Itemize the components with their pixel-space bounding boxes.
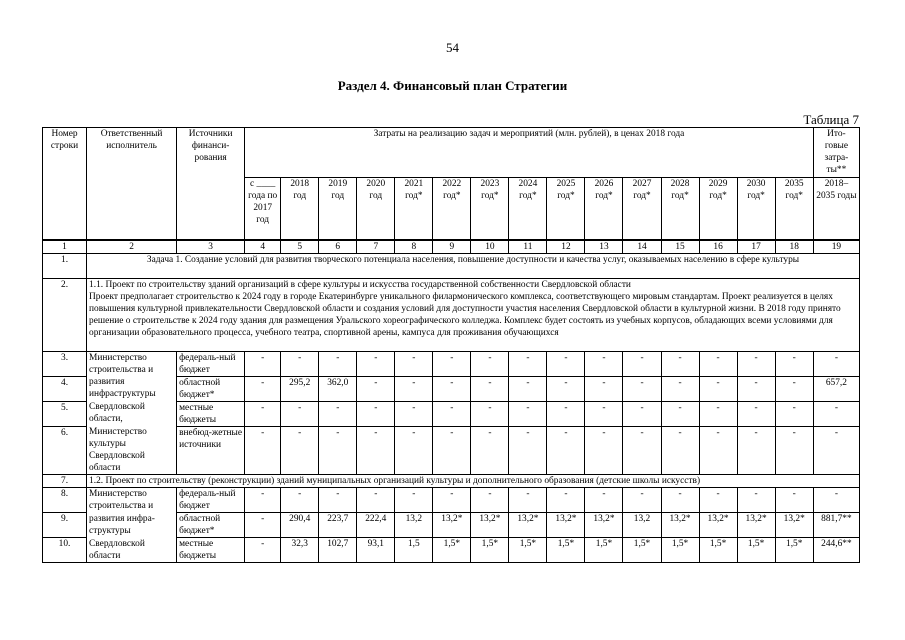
column-number: 3 [177, 240, 245, 254]
value-cell: - [699, 426, 737, 475]
value-cell: - [623, 488, 661, 513]
table-row [43, 513, 860, 538]
value-cell: - [319, 488, 357, 513]
column-number: 18 [775, 240, 813, 254]
value-cell: - [699, 376, 737, 401]
value-cell: - [775, 376, 813, 401]
executor-cell: Министерство строительства и [87, 351, 177, 376]
value-cell: - [245, 426, 281, 475]
value-cell: - [585, 488, 623, 513]
table-row [43, 401, 860, 426]
value-cell: - [509, 351, 547, 376]
value-cell: - [245, 351, 281, 376]
funding-source: федераль-ный бюджет [177, 351, 245, 376]
value-cell: 1,5 [395, 538, 433, 563]
header-costs: Затраты на реализацию задач и мероприятий (млн. рублей), в ценах 2018 года [245, 128, 814, 178]
value-cell: - [585, 351, 623, 376]
value-cell: - [433, 488, 471, 513]
column-number: 12 [547, 240, 585, 254]
table-caption: Таблица 7 [803, 112, 859, 127]
value-cell: - [245, 538, 281, 563]
value-cell: - [319, 351, 357, 376]
value-cell: - [547, 376, 585, 401]
value-cell: - [509, 376, 547, 401]
value-cell: - [357, 376, 395, 401]
value-cell: 1,5* [547, 538, 585, 563]
value-cell: 13,2* [547, 513, 585, 538]
value-cell: - [737, 426, 775, 475]
value-cell: 244,6** [813, 538, 859, 563]
header-year: 2027 год* [623, 178, 661, 240]
value-cell: - [813, 426, 859, 475]
value-cell: - [661, 401, 699, 426]
header-year: 2030 год* [737, 178, 775, 240]
value-cell: 13,2* [585, 513, 623, 538]
value-cell: 1,5* [623, 538, 661, 563]
value-cell: 295,2 [281, 376, 319, 401]
value-cell: - [737, 401, 775, 426]
header-source: Источники финанси-рования [177, 128, 245, 240]
value-cell: - [699, 401, 737, 426]
value-cell: 223,7 [319, 513, 357, 538]
value-cell: - [433, 351, 471, 376]
table-row [43, 240, 860, 254]
value-cell: - [813, 488, 859, 513]
value-cell: - [471, 488, 509, 513]
column-number: 5 [281, 240, 319, 254]
value-cell: - [737, 376, 775, 401]
table-row [43, 376, 860, 401]
value-cell: - [357, 401, 395, 426]
value-cell: 32,3 [281, 538, 319, 563]
executor-cell: Министерство культуры Свердловской области [87, 426, 177, 475]
value-cell: 13,2 [395, 513, 433, 538]
value-cell: - [699, 488, 737, 513]
value-cell: - [357, 426, 395, 475]
header-year: 2022 год* [433, 178, 471, 240]
table-row [43, 278, 860, 351]
column-number: 11 [509, 240, 547, 254]
column-number: 17 [737, 240, 775, 254]
value-cell: 1,5* [661, 538, 699, 563]
funding-source: внебюд-жетные источники [177, 426, 245, 475]
value-cell: - [395, 376, 433, 401]
value-cell: - [813, 401, 859, 426]
row-number: 5. [43, 401, 87, 426]
value-cell: 13,2* [471, 513, 509, 538]
funding-source: федераль-ный бюджет [177, 488, 245, 513]
value-cell: - [281, 426, 319, 475]
column-number: 19 [813, 240, 859, 254]
table-row [43, 253, 860, 278]
value-cell: - [661, 488, 699, 513]
row-number: 4. [43, 376, 87, 401]
header-year: 2018–2035 годы [813, 178, 859, 240]
funding-source: местные бюджеты [177, 538, 245, 563]
row-number: 8. [43, 488, 87, 513]
value-cell: - [509, 426, 547, 475]
value-cell: - [775, 351, 813, 376]
value-cell: - [471, 351, 509, 376]
row-number: 7. [43, 475, 87, 488]
value-cell: - [433, 376, 471, 401]
column-number: 13 [585, 240, 623, 254]
value-cell: - [509, 401, 547, 426]
value-cell: - [547, 351, 585, 376]
value-cell: - [471, 376, 509, 401]
value-cell: - [357, 488, 395, 513]
value-cell: - [433, 426, 471, 475]
value-cell: - [281, 401, 319, 426]
value-cell: - [585, 401, 623, 426]
header-year: 2021 год* [395, 178, 433, 240]
header-year: 2029 год* [699, 178, 737, 240]
value-cell: 13,2* [509, 513, 547, 538]
value-cell: - [319, 401, 357, 426]
value-cell: 102,7 [319, 538, 357, 563]
column-number: 4 [245, 240, 281, 254]
header-year: 2024 год* [509, 178, 547, 240]
value-cell: - [395, 351, 433, 376]
column-number: 6 [319, 240, 357, 254]
value-cell: - [623, 376, 661, 401]
table-row [43, 128, 860, 178]
value-cell: - [585, 376, 623, 401]
value-cell: 362,0 [319, 376, 357, 401]
table-row [43, 538, 860, 563]
value-cell: - [661, 426, 699, 475]
value-cell: - [395, 401, 433, 426]
column-number: 2 [87, 240, 177, 254]
value-cell: 881,7** [813, 513, 859, 538]
executor-cell: Свердловской области, [87, 401, 177, 426]
value-cell: - [623, 401, 661, 426]
row-number: 3. [43, 351, 87, 376]
column-number: 10 [471, 240, 509, 254]
funding-source: местные бюджеты [177, 401, 245, 426]
value-cell: - [433, 401, 471, 426]
value-cell: 222,4 [357, 513, 395, 538]
value-cell: - [699, 351, 737, 376]
funding-source: областной бюджет* [177, 376, 245, 401]
value-cell: - [775, 488, 813, 513]
column-number: 15 [661, 240, 699, 254]
value-cell: 13,2* [775, 513, 813, 538]
value-cell: 1,5* [585, 538, 623, 563]
header-year: 2023 год* [471, 178, 509, 240]
value-cell: - [775, 401, 813, 426]
value-cell: - [623, 426, 661, 475]
table-row [43, 475, 860, 488]
header-year: 2018 год [281, 178, 319, 240]
value-cell: 93,1 [357, 538, 395, 563]
value-cell: 13,2* [737, 513, 775, 538]
value-cell: - [585, 426, 623, 475]
header-year: 2020 год [357, 178, 395, 240]
value-cell: - [775, 426, 813, 475]
value-cell: 1,5* [737, 538, 775, 563]
value-cell: - [281, 351, 319, 376]
value-cell: - [547, 401, 585, 426]
value-cell: - [319, 426, 357, 475]
value-cell: - [471, 426, 509, 475]
value-cell: 13,2* [661, 513, 699, 538]
value-cell: 657,2 [813, 376, 859, 401]
page-number: 54 [446, 40, 459, 55]
value-cell: - [357, 351, 395, 376]
value-cell: - [661, 376, 699, 401]
header-row-number: Номер строки [43, 128, 87, 240]
table-row [43, 488, 860, 513]
value-cell: - [245, 376, 281, 401]
task-title: Задача 1. Создание условий для развития творческого потенциала населения, повышение доступности и качества услуг, оказываемых населению в сфере культуры [87, 253, 860, 278]
header-executor: Ответственный исполнитель [87, 128, 177, 240]
funding-source: областной бюджет* [177, 513, 245, 538]
value-cell: 1,5* [433, 538, 471, 563]
value-cell: 13,2* [433, 513, 471, 538]
column-number: 7 [357, 240, 395, 254]
header-year: 2035 год* [775, 178, 813, 240]
executor-cell: Свердловской области [87, 538, 177, 563]
header-year: 2028 год* [661, 178, 699, 240]
column-number: 14 [623, 240, 661, 254]
value-cell: - [547, 488, 585, 513]
value-cell: - [623, 351, 661, 376]
table-row [43, 426, 860, 475]
column-number: 8 [395, 240, 433, 254]
row-number: 10. [43, 538, 87, 563]
value-cell: 1,5* [471, 538, 509, 563]
value-cell: 13,2 [623, 513, 661, 538]
value-cell: 290,4 [281, 513, 319, 538]
executor-cell: развития инфраструктуры [87, 376, 177, 401]
column-number: 1 [43, 240, 87, 254]
value-cell: - [395, 426, 433, 475]
value-cell: 1,5* [509, 538, 547, 563]
header-year: 2019 год [319, 178, 357, 240]
value-cell: 13,2* [699, 513, 737, 538]
executor-cell: Министерство строительства и [87, 488, 177, 513]
value-cell: 1,5* [699, 538, 737, 563]
row-number: 6. [43, 426, 87, 475]
value-cell: - [509, 488, 547, 513]
value-cell: - [245, 488, 281, 513]
value-cell: - [813, 351, 859, 376]
row-number: 9. [43, 513, 87, 538]
value-cell: - [547, 426, 585, 475]
value-cell: 1,5* [775, 538, 813, 563]
header-year: с ____ года по 2017 год [245, 178, 281, 240]
financial-plan-table [42, 127, 860, 563]
value-cell: - [245, 513, 281, 538]
section-title: Раздел 4. Финансовый план Стратегии [337, 78, 568, 93]
value-cell: - [661, 351, 699, 376]
header-total: Ито-говые затра-ты** [813, 128, 859, 178]
value-cell: - [395, 488, 433, 513]
project-description: 1.1. Проект по строительству зданий организаций в сфере культуры и искусства государственной собственности Свердловской области Проект предполагает строительство к 2024 году в городе Екатеринбурге уникального филармонического комплекса, соответствующего мировым стандартам. Проект реализуется в целях повышения культурной привлекательности Свердловской области и создания условий для доступности участия населения Свердловской области в культурной жизни. В 2018 году принято решение о строительстве к 2024 году здания для размещения Уральского хореографического колледжа. Комплекс будет состоять из учебных корпусов, обладающих всеми условиями для организации образовательного процесса, учебного театра, спортивной арены, кампуса для проживания обучающихся [87, 278, 860, 351]
value-cell: - [737, 351, 775, 376]
table-row [43, 351, 860, 376]
column-number: 16 [699, 240, 737, 254]
header-year: 2025 год* [547, 178, 585, 240]
value-cell: - [281, 488, 319, 513]
row-number: 1. [43, 253, 87, 278]
project-title: 1.2. Проект по строительству (реконструкции) зданий муниципальных организаций культуры и дополнительного образования (детские школы искусств) [87, 475, 860, 488]
value-cell: - [471, 401, 509, 426]
column-number: 9 [433, 240, 471, 254]
header-year: 2026 год* [585, 178, 623, 240]
value-cell: - [737, 488, 775, 513]
row-number: 2. [43, 278, 87, 351]
value-cell: - [245, 401, 281, 426]
executor-cell: развития инфра-структуры [87, 513, 177, 538]
